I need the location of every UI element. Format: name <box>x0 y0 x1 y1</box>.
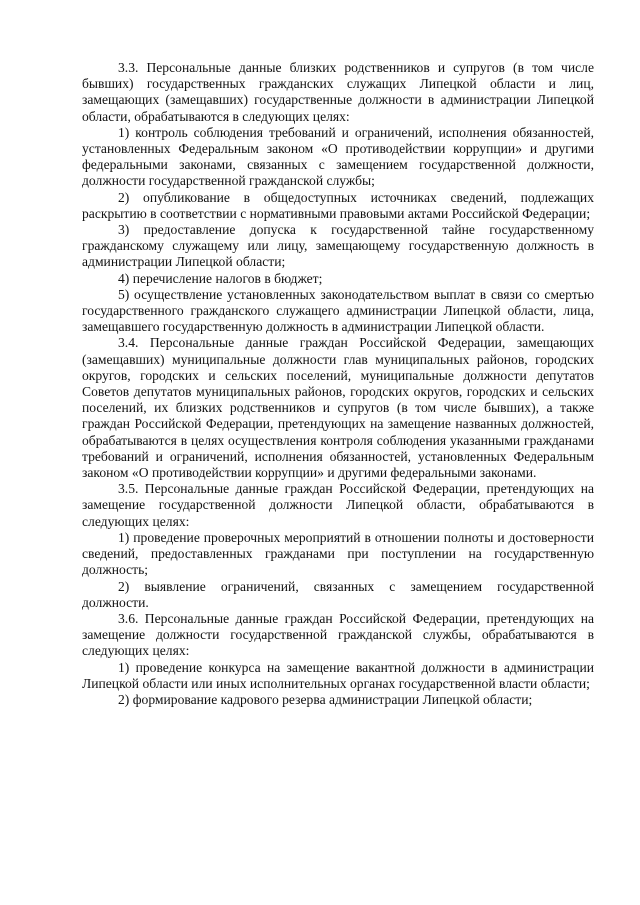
paragraph-3-5-item-2: 2) выявление ограничений, связанных с замещением государственной должности. <box>82 578 594 610</box>
paragraph-3-3: 3.3. Персональные данные близких родственников и супругов (в том числе бывших) государственных гражданских служащих Липецкой области и лиц, замещающих (замещавших) государственные должности в администрации Липецкой области, обрабатываются в следующих целях: <box>82 60 594 124</box>
paragraph-3-3-item-5: 5) осуществление установленных законодательством выплат в связи со смертью государственного гражданского служащего администрации Липецкой области, лица, замещавшего государственную должность в администрации Липецкой области. <box>82 286 594 335</box>
paragraph-3-6: 3.6. Персональные данные граждан Российской Федерации, претендующих на замещение должности государственной гражданской службы, обрабатываются в следующих целях: <box>82 610 594 659</box>
paragraph-3-4: 3.4. Персональные данные граждан Российской Федерации, замещающих (замещавших) муниципальные должности глав муниципальных районов, городских округов, городских и сельских поселений, муниципальные должности депутатов Советов депутатов муниципальных районов, городских округов, городских и сельских поселений, их близких родственников и супругов (в том числе бывших), а также граждан Российской Федерации, претендующих на замещение названных должностей, обрабатываются в целях осуществления контроля соблюдения указанными гражданами требований и ограничений, исполнения обязанностей, установленных Федеральным законом «О противодействии коррупции» и другими федеральными законами. <box>82 335 594 481</box>
paragraph-3-3-item-1: 1) контроль соблюдения требований и ограничений, исполнения обязанностей, установленных Федеральным законом «О противодействии коррупции» и другими федеральными законами, связанных с замещением государственной должности, должности государственной гражданской службы; <box>82 124 594 189</box>
paragraph-3-6-item-1: 1) проведение конкурса на замещение вакантной должности в администрации Липецкой области или иных исполнительных органах государственной власти области; <box>82 659 594 691</box>
document-page <box>82 60 594 708</box>
paragraph-3-5-item-1: 1) проведение проверочных мероприятий в отношении полноты и достоверности сведений, предоставленных гражданами при поступлении на государственную должность; <box>82 529 594 578</box>
paragraph-3-3-item-2: 2) опубликование в общедоступных источниках сведений, подлежащих раскрытию в соответствии с нормативными правовыми актами Российской Федерации; <box>82 189 594 221</box>
paragraph-3-5: 3.5. Персональные данные граждан Российской Федерации, претендующих на замещение государственной должности Липецкой области, обрабатываются в следующих целях: <box>82 481 594 529</box>
paragraph-3-6-item-2: 2) формирование кадрового резерва администрации Липецкой области; <box>118 691 533 707</box>
paragraph-3-3-item-3: 3) предоставление допуска к государственной тайне государственному гражданскому служащему или лицу, замещающему государственную должность в администрации Липецкой области; <box>82 222 594 270</box>
paragraph-3-3-item-4: 4) перечисление налогов в бюджет; <box>118 270 323 286</box>
